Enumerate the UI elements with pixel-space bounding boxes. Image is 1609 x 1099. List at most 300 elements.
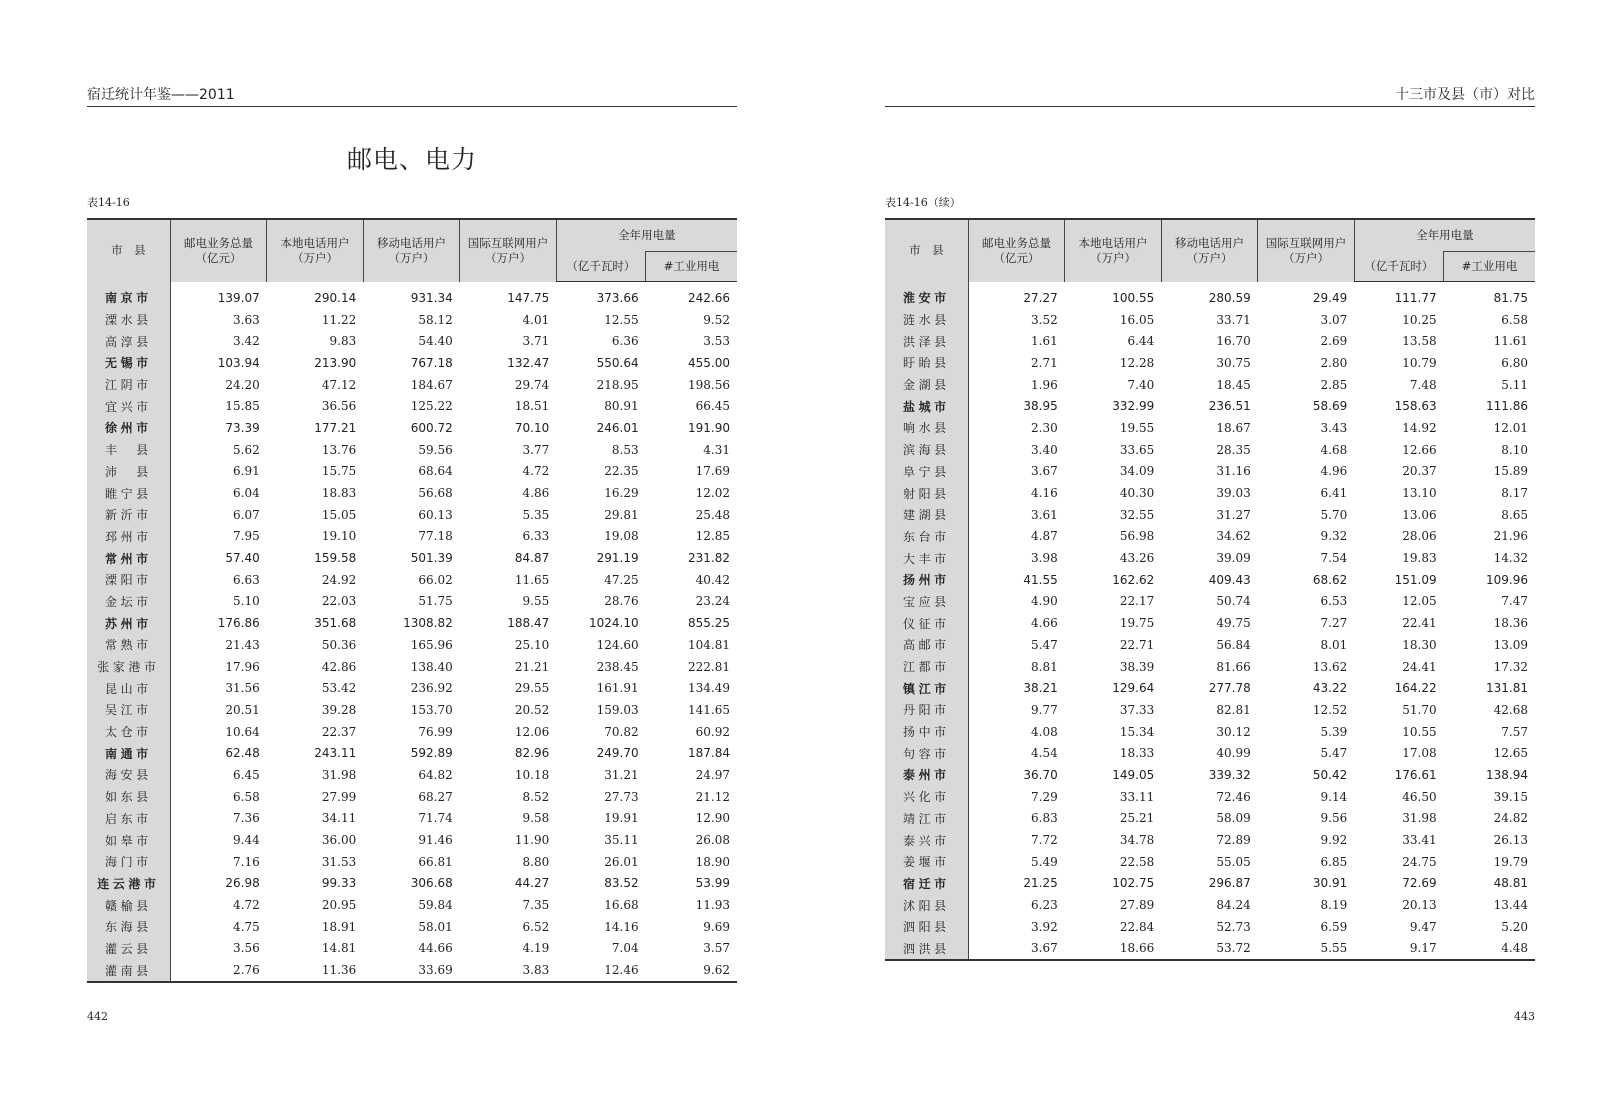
region-name: 泗阳县 [885, 916, 968, 938]
data-cell: 58.09 [1216, 811, 1251, 826]
data-cell: 3.67 [1031, 941, 1058, 956]
data-cell: 306.68 [410, 876, 453, 891]
data-cell: 24.82 [1493, 811, 1528, 826]
data-cell: 13.10 [1402, 486, 1437, 501]
data-cell: 3.83 [522, 963, 550, 978]
data-cell: 60.92 [695, 724, 730, 739]
region-name: 高邮市 [885, 634, 968, 656]
data-cell: 177.21 [314, 420, 357, 435]
data-cell: 42.68 [1493, 702, 1528, 717]
data-cell: 70.10 [514, 420, 550, 435]
table-number: 表14-16 [87, 196, 130, 209]
data-cell: 3.07 [1320, 312, 1348, 327]
table-row [87, 829, 737, 851]
table-row [885, 526, 1535, 548]
data-cell: 5.47 [1031, 637, 1058, 652]
data-cell: 592.89 [410, 746, 453, 761]
table-row [87, 873, 737, 895]
region-name: 滨海县 [885, 439, 968, 461]
header-local-phone: 本地电话用户 （万户） [1065, 219, 1161, 282]
data-cell: 11.36 [321, 963, 357, 978]
data-cell: 238.45 [596, 659, 639, 674]
data-cell: 13.06 [1402, 507, 1437, 522]
region-name: 兴化市 [885, 786, 968, 808]
data-cell: 2.69 [1320, 334, 1348, 349]
table-row [885, 764, 1535, 786]
data-cell: 855.25 [688, 616, 730, 631]
data-cell: 7.04 [611, 941, 639, 956]
table-row [885, 330, 1535, 352]
data-cell: 4.90 [1031, 594, 1058, 609]
data-cell: 27.27 [1023, 290, 1058, 305]
data-cell: 16.70 [1216, 334, 1251, 349]
region-name: 江阴市 [87, 374, 170, 396]
data-cell: 7.47 [1501, 594, 1528, 609]
data-cell: 12.02 [695, 486, 730, 501]
data-cell: 332.99 [1112, 399, 1155, 414]
data-cell: 24.20 [225, 377, 260, 392]
data-cell: 10.55 [1402, 724, 1437, 739]
data-cell: 151.09 [1394, 572, 1437, 587]
region-name: 沛 县 [87, 461, 170, 483]
data-cell: 2.76 [233, 963, 260, 978]
data-cell: 162.62 [1112, 572, 1155, 587]
data-cell: 31.21 [604, 767, 639, 782]
data-cell: 8.01 [1320, 637, 1348, 652]
table-row [885, 547, 1535, 569]
data-cell: 1.61 [1031, 334, 1058, 349]
data-cell: 138.40 [410, 659, 453, 674]
table-row [87, 808, 737, 830]
data-cell: 409.43 [1208, 572, 1251, 587]
data-cell: 4.86 [522, 486, 550, 501]
data-cell: 33.65 [1119, 442, 1155, 457]
data-cell: 16.68 [604, 898, 639, 913]
data-cell: 22.37 [321, 724, 357, 739]
data-cell: 62.48 [225, 746, 260, 761]
region-name: 宝应县 [885, 591, 968, 613]
data-cell: 5.70 [1320, 507, 1348, 522]
table-row [885, 786, 1535, 808]
running-head: 十三市及县（市）对比 [885, 86, 1535, 107]
data-cell: 11.61 [1493, 334, 1528, 349]
data-cell: 13.58 [1402, 334, 1437, 349]
data-cell: 19.79 [1493, 854, 1528, 869]
data-cell: 9.52 [703, 312, 730, 327]
data-cell: 26.01 [604, 854, 639, 869]
data-cell: 6.58 [1501, 312, 1528, 327]
region-name: 太仓市 [87, 721, 170, 743]
header-industrial: #工业用电 [1444, 252, 1535, 282]
table-row [885, 352, 1535, 374]
data-cell: 31.53 [321, 854, 357, 869]
data-cell: 36.00 [321, 833, 357, 848]
data-cell: 9.69 [703, 919, 730, 934]
header-postal-total: 邮电业务总量 （亿元） [968, 219, 1064, 282]
data-cell: 3.56 [233, 941, 260, 956]
region-name: 大丰市 [885, 547, 968, 569]
data-cell: 2.30 [1031, 420, 1058, 435]
data-cell: 31.56 [225, 681, 260, 696]
data-cell: 41.55 [1023, 572, 1058, 587]
data-cell: 176.86 [217, 616, 260, 631]
data-cell: 9.58 [522, 811, 550, 826]
data-cell: 600.72 [410, 420, 453, 435]
region-name: 南京市 [87, 282, 170, 309]
data-cell: 31.98 [321, 767, 357, 782]
data-cell: 111.77 [1394, 290, 1437, 305]
data-cell: 22.58 [1119, 854, 1155, 869]
table-row [885, 461, 1535, 483]
data-cell: 22.84 [1119, 919, 1155, 934]
data-cell: 29.49 [1312, 290, 1348, 305]
data-cell: 53.72 [1216, 941, 1251, 956]
data-cell: 103.94 [217, 355, 260, 370]
data-cell: 19.91 [604, 811, 639, 826]
table-row [87, 569, 737, 591]
region-name: 赣榆县 [87, 894, 170, 916]
table-row [87, 504, 737, 526]
data-cell: 218.95 [596, 377, 639, 392]
data-cell: 26.98 [225, 876, 260, 891]
data-cell: 31.27 [1216, 507, 1251, 522]
data-cell: 38.39 [1119, 659, 1155, 674]
data-cell: 17.32 [1493, 659, 1528, 674]
table-row [885, 482, 1535, 504]
data-cell: 767.18 [410, 355, 453, 370]
data-cell: 20.37 [1402, 464, 1437, 479]
data-cell: 158.63 [1394, 399, 1437, 414]
region-name: 海安县 [87, 764, 170, 786]
data-cell: 3.40 [1031, 442, 1058, 457]
data-cell: 5.47 [1320, 746, 1348, 761]
table-row [87, 916, 737, 938]
data-cell: 12.05 [1402, 594, 1437, 609]
data-cell: 27.73 [604, 789, 639, 804]
data-cell: 20.95 [321, 898, 357, 913]
data-cell: 6.52 [522, 919, 550, 934]
region-name: 江都市 [885, 656, 968, 678]
data-cell: 38.21 [1023, 681, 1058, 696]
region-name: 响水县 [885, 417, 968, 439]
data-cell: 21.21 [514, 659, 550, 674]
data-cell: 131.81 [1486, 681, 1528, 696]
data-cell: 66.02 [418, 572, 453, 587]
data-cell: 3.57 [703, 941, 730, 956]
table-row [87, 417, 737, 439]
data-cell: 12.46 [604, 963, 639, 978]
region-name: 句容市 [885, 742, 968, 764]
data-cell: 243.11 [314, 746, 357, 761]
table-row [87, 742, 737, 764]
region-name: 泰兴市 [885, 829, 968, 851]
data-cell: 102.75 [1112, 876, 1155, 891]
data-cell: 56.84 [1216, 637, 1251, 652]
data-cell: 18.91 [321, 919, 357, 934]
data-cell: 34.78 [1119, 833, 1155, 848]
data-cell: 72.89 [1216, 833, 1251, 848]
data-cell: 176.61 [1394, 767, 1437, 782]
data-cell: 22.71 [1119, 637, 1155, 652]
data-cell: 56.98 [1119, 529, 1155, 544]
postal-electricity-table-part1 [87, 218, 737, 983]
data-cell: 20.51 [225, 702, 260, 717]
data-cell: 18.30 [1402, 637, 1437, 652]
data-cell: 339.32 [1208, 767, 1251, 782]
region-name: 涟水县 [885, 309, 968, 331]
data-cell: 280.59 [1208, 290, 1251, 305]
data-cell: 12.66 [1402, 442, 1437, 457]
data-cell: 50.36 [321, 637, 357, 652]
table-row [87, 764, 737, 786]
data-cell: 231.82 [688, 551, 730, 566]
region-name: 宜兴市 [87, 395, 170, 417]
data-cell: 100.55 [1112, 290, 1155, 305]
header-mobile-phone: 移动电话用户 （万户） [1161, 219, 1257, 282]
table-row [885, 591, 1535, 613]
page-number: 442 [87, 1010, 108, 1023]
data-cell: 47.25 [604, 572, 639, 587]
data-cell: 4.48 [1501, 941, 1528, 956]
data-cell: 26.08 [695, 833, 730, 848]
header-electricity-unit: （亿千瓦时） [556, 252, 645, 282]
data-cell: 34.62 [1216, 529, 1251, 544]
data-cell: 58.12 [418, 312, 453, 327]
data-cell: 6.80 [1501, 355, 1528, 370]
data-cell: 44.66 [418, 941, 453, 956]
region-name: 射阳县 [885, 482, 968, 504]
data-cell: 52.73 [1216, 919, 1251, 934]
table-row [885, 808, 1535, 830]
region-name: 昆山市 [87, 677, 170, 699]
data-cell: 165.96 [410, 637, 453, 652]
data-cell: 8.52 [522, 789, 550, 804]
data-cell: 43.26 [1119, 551, 1155, 566]
data-cell: 16.29 [604, 486, 639, 501]
data-cell: 14.81 [321, 941, 357, 956]
data-cell: 18.67 [1216, 420, 1251, 435]
data-cell: 27.99 [321, 789, 357, 804]
data-cell: 147.75 [507, 290, 550, 305]
data-cell: 4.68 [1320, 442, 1348, 457]
data-cell: 3.42 [233, 334, 260, 349]
region-name: 如东县 [87, 786, 170, 808]
data-cell: 25.21 [1119, 811, 1155, 826]
table-row [87, 461, 737, 483]
table-row [87, 482, 737, 504]
data-cell: 1024.10 [588, 616, 639, 631]
region-name: 扬中市 [885, 721, 968, 743]
region-name: 常熟市 [87, 634, 170, 656]
data-cell: 4.72 [233, 898, 260, 913]
data-cell: 236.51 [1208, 399, 1251, 414]
table-row [87, 439, 737, 461]
data-cell: 3.77 [522, 442, 550, 457]
data-cell: 10.25 [1402, 312, 1437, 327]
data-cell: 9.17 [1409, 941, 1437, 956]
data-cell: 10.18 [514, 767, 550, 782]
postal-electricity-table-part2 [885, 218, 1535, 961]
table-row [885, 916, 1535, 938]
data-cell: 32.55 [1119, 507, 1155, 522]
data-cell: 164.22 [1394, 681, 1437, 696]
data-cell: 31.98 [1402, 811, 1437, 826]
data-cell: 99.33 [321, 876, 357, 891]
table-row [885, 569, 1535, 591]
region-name: 姜堰市 [885, 851, 968, 873]
region-name: 吴江市 [87, 699, 170, 721]
data-cell: 68.64 [418, 464, 453, 479]
data-cell: 161.91 [596, 681, 639, 696]
data-cell: 6.45 [233, 767, 260, 782]
data-cell: 931.34 [410, 290, 453, 305]
table-row [885, 829, 1535, 851]
region-name: 镇江市 [885, 677, 968, 699]
data-cell: 9.92 [1320, 833, 1348, 848]
data-cell: 34.11 [321, 811, 357, 826]
data-cell: 6.33 [522, 529, 550, 544]
table-row [885, 417, 1535, 439]
data-cell: 8.81 [1031, 659, 1058, 674]
region-name: 丹阳市 [885, 699, 968, 721]
table-row [87, 894, 737, 916]
data-cell: 277.78 [1208, 681, 1251, 696]
data-cell: 134.49 [688, 681, 730, 696]
data-cell: 33.69 [418, 963, 453, 978]
data-cell: 11.22 [321, 312, 357, 327]
region-name: 睢宁县 [87, 482, 170, 504]
table-row [885, 634, 1535, 656]
data-cell: 40.99 [1216, 746, 1251, 761]
data-cell: 19.55 [1119, 420, 1155, 435]
data-cell: 14.92 [1402, 420, 1437, 435]
region-name: 金坛市 [87, 591, 170, 613]
data-cell: 17.69 [695, 464, 730, 479]
data-cell: 30.12 [1216, 724, 1251, 739]
region-name: 泰州市 [885, 764, 968, 786]
header-region: 市 县 [885, 219, 968, 282]
data-cell: 6.63 [233, 572, 260, 587]
region-name: 盐城市 [885, 395, 968, 417]
data-cell: 11.93 [695, 898, 730, 913]
data-cell: 29.74 [514, 377, 550, 392]
data-cell: 35.11 [604, 833, 639, 848]
data-cell: 291.19 [596, 551, 639, 566]
data-cell: 20.52 [514, 702, 550, 717]
table-row [885, 699, 1535, 721]
header-postal-total: 邮电业务总量 （亿元） [170, 219, 266, 282]
data-cell: 42.86 [321, 659, 357, 674]
data-cell: 10.64 [225, 724, 260, 739]
data-cell: 59.84 [418, 898, 453, 913]
data-cell: 36.56 [321, 399, 357, 414]
data-cell: 19.08 [604, 529, 639, 544]
region-name: 新沂市 [87, 504, 170, 526]
data-cell: 9.77 [1031, 702, 1058, 717]
data-cell: 36.70 [1023, 767, 1058, 782]
data-cell: 18.51 [514, 399, 550, 414]
data-cell: 5.49 [1031, 854, 1058, 869]
data-cell: 12.28 [1119, 355, 1155, 370]
data-cell: 38.95 [1023, 399, 1058, 414]
data-cell: 153.70 [410, 702, 453, 717]
region-name: 盱眙县 [885, 352, 968, 374]
data-cell: 91.46 [418, 833, 453, 848]
data-cell: 11.90 [514, 833, 550, 848]
table-row [87, 634, 737, 656]
data-cell: 6.58 [233, 789, 260, 804]
data-cell: 3.43 [1320, 420, 1348, 435]
region-name: 张家港市 [87, 656, 170, 678]
data-cell: 5.10 [233, 594, 260, 609]
data-cell: 6.53 [1320, 594, 1348, 609]
data-cell: 53.99 [695, 876, 730, 891]
data-cell: 4.01 [522, 312, 550, 327]
data-cell: 55.05 [1216, 854, 1251, 869]
left-page [87, 0, 737, 1099]
data-cell: 8.53 [611, 442, 639, 457]
region-name: 常州市 [87, 547, 170, 569]
data-cell: 48.81 [1493, 876, 1528, 891]
data-cell: 124.60 [596, 637, 639, 652]
data-cell: 6.83 [1031, 811, 1058, 826]
data-cell: 13.44 [1493, 898, 1528, 913]
data-cell: 19.75 [1119, 616, 1155, 631]
region-name: 沭阳县 [885, 894, 968, 916]
data-cell: 7.35 [522, 898, 550, 913]
data-cell: 4.31 [703, 442, 730, 457]
data-cell: 30.75 [1216, 355, 1251, 370]
data-cell: 58.01 [418, 919, 453, 934]
data-cell: 58.69 [1312, 399, 1348, 414]
data-cell: 26.13 [1493, 833, 1528, 848]
data-cell: 3.53 [703, 334, 730, 349]
data-cell: 72.46 [1216, 789, 1251, 804]
table-row [87, 395, 737, 417]
data-cell: 7.72 [1031, 833, 1058, 848]
region-name: 泗洪县 [885, 938, 968, 961]
data-cell: 373.66 [596, 290, 639, 305]
region-name: 扬州市 [885, 569, 968, 591]
data-cell: 80.91 [604, 399, 639, 414]
table-row [885, 395, 1535, 417]
data-cell: 25.10 [514, 637, 550, 652]
data-cell: 188.47 [507, 616, 550, 631]
table-row [87, 352, 737, 374]
table-row [87, 786, 737, 808]
data-cell: 76.99 [418, 724, 453, 739]
data-cell: 159.58 [314, 551, 357, 566]
header-internet: 国际互联网用户 （万户） [1258, 219, 1354, 282]
data-cell: 4.19 [522, 941, 550, 956]
region-name: 邳州市 [87, 526, 170, 548]
data-cell: 44.27 [514, 876, 550, 891]
data-cell: 82.96 [514, 746, 550, 761]
data-cell: 2.80 [1320, 355, 1348, 370]
table-row [885, 742, 1535, 764]
table-row [87, 721, 737, 743]
region-name: 无锡市 [87, 352, 170, 374]
data-cell: 3.98 [1031, 551, 1058, 566]
data-cell: 17.96 [225, 659, 260, 674]
header-mobile-phone: 移动电话用户 （万户） [363, 219, 459, 282]
table-row [87, 677, 737, 699]
data-cell: 5.11 [1501, 377, 1528, 392]
data-cell: 70.82 [604, 724, 639, 739]
data-cell: 242.66 [688, 290, 730, 305]
data-cell: 191.90 [688, 420, 730, 435]
data-cell: 40.42 [695, 572, 730, 587]
